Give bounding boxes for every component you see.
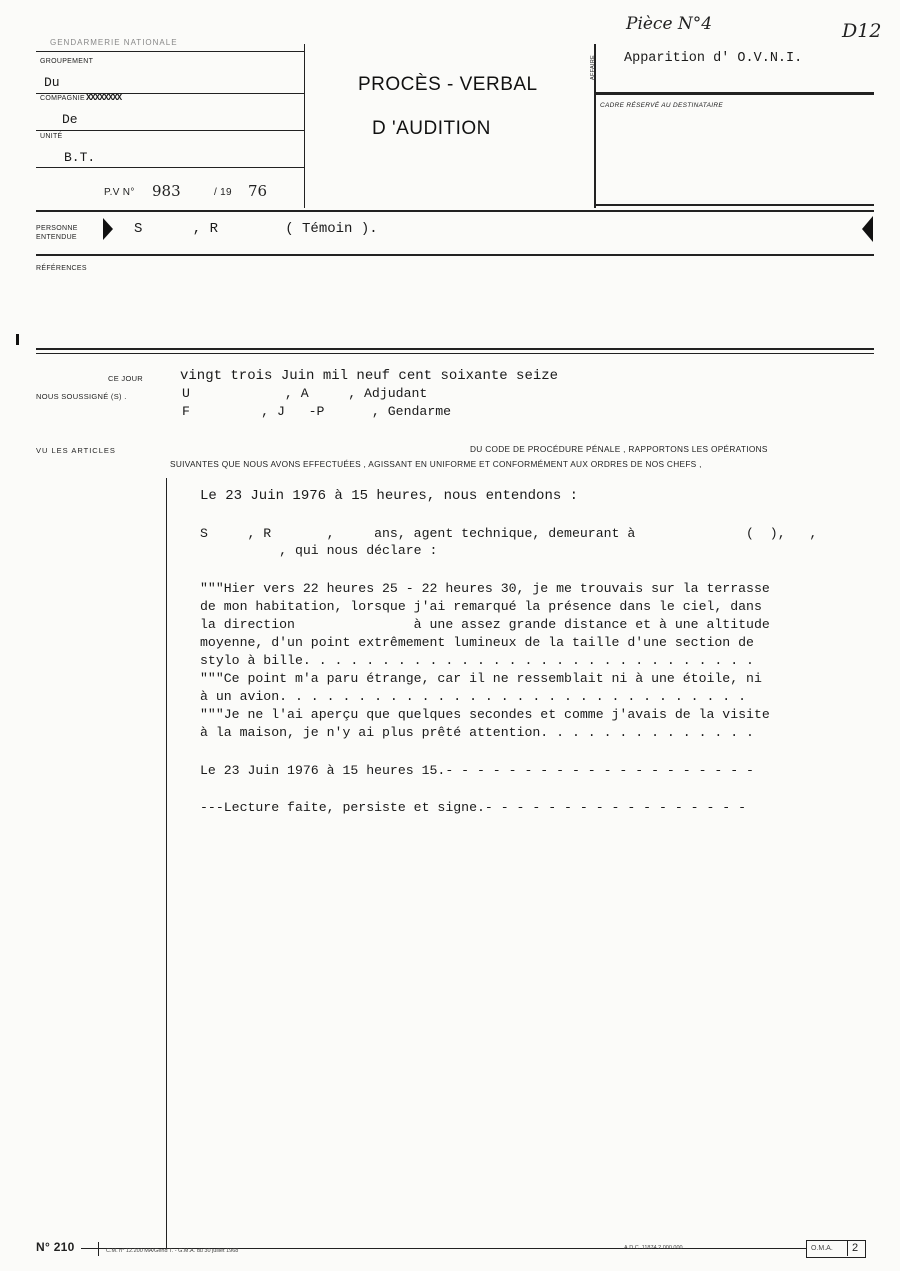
right-marker-icon [862,216,873,242]
person-name: S , R ( Témoin ). [134,221,378,237]
body-line: S , R , ans, agent technique, demeurant à ( ), , [200,526,818,541]
body-line: stylo à bille. . . . . . . . . . . . . . . . . . . . . . . . . . . . . [200,653,754,668]
articles-text-2: SUIVANTES QUE NOUS AVONS EFFECTUÉES , AGISSANT EN UNIFORME ET CONFORMÉMENT AUX ORDRES DE NOS CHEFS , [170,459,702,469]
oma-label: O.M.A. [811,1245,833,1252]
affaire-label: AFFAIRE [590,54,596,80]
form-info: C.M. n° 12.200 MA/Gend T. - G.M.A. du 30 juillet 1968 [106,1248,239,1254]
body-line: à un avion. . . . . . . . . . . . . . . . . . . . . . . . . . . . . . [200,689,747,704]
body-line: moyenne, d'un point extrêmement lumineux de la taille d'une section de [200,635,754,650]
margin-mark [16,334,19,345]
body-line: """Je ne l'ai aperçu que quelques secondes et comme j'avais de la visite [200,707,770,722]
ce-jour-value: vingt trois Juin mil neuf cent soixante seize [180,368,559,384]
cadre-label: CADRE RÉSERVÉ AU DESTINATAIRE [600,102,723,109]
body-line: Le 23 Juin 1976 à 15 heures 15.- - - - - - - - - - - - - - - - - - - - [200,763,754,778]
page-number: 2 [852,1242,859,1254]
pv-label: P.V N° [104,187,135,198]
document-title-line1: PROCÈS - VERBAL [358,74,538,95]
document-title-line2: D 'AUDITION [372,118,491,139]
handwritten-reference: D12 [842,20,882,42]
body-line: , qui nous déclare : [200,543,438,558]
body-line: Le 23 Juin 1976 à 15 heures, nous entendons : [200,488,579,504]
body-line: """Hier vers 22 heures 25 - 22 heures 30, je me trouvais sur la terrasse [200,581,770,596]
officer-1: U , A , Adjudant [182,386,428,401]
soussigne-label: NOUS SOUSSIGNÉ (S) . [36,392,127,401]
references-label: RÉFÉRENCES [36,265,87,272]
print-reference: A.D.C. 11874 2 000 000 [624,1245,683,1251]
pv-year: 76 [248,182,268,200]
compagnie-value: XXXXXXXX [86,93,122,103]
officer-2: F , J -P , Gendarme [182,404,452,419]
body-line: ---Lecture faite, persiste et signe.- - - - - - - - - - - - - - - - - [200,800,747,815]
affaire-value: Apparition d' O.V.N.I. [624,51,803,66]
body-margin-rule [166,478,167,1248]
unite-label: UNITÉ [40,133,63,140]
form-number: N° 210 [36,1240,81,1254]
body-line: à la maison, je n'y ai plus prêté attention. . . . . . . . . . . . . . [200,725,754,740]
body-line: la direction à une assez grande distance et à une altitude [200,617,770,632]
groupement-label: GROUPEMENT [40,58,94,65]
left-marker-icon [103,218,113,240]
body-line: de mon habitation, lorsque j'ai remarqué la présence dans le ciel, dans [200,599,762,614]
person-label-2: ENTENDUE [36,234,77,241]
unit-line: GENDARMERIE NATIONALE [50,38,178,47]
body-line: """Ce point m'a paru étrange, car il ne ressemblait ni à une étoile, ni [200,671,762,686]
pv-number: 983 [152,182,181,200]
unite-value: B.T. [64,150,96,165]
pv-year-prefix: / 19 [214,187,232,198]
person-label-1: PERSONNE [36,225,78,232]
articles-text-1: DU CODE DE PROCÉDURE PÉNALE , RAPPORTONS LES OPÉRATIONS [470,444,768,454]
articles-label: VU LES ARTICLES [36,446,116,455]
handwritten-piece-number: Pièce N°4 [626,14,713,34]
compagnie-label: COMPAGNIE [40,95,85,102]
groupement-value: Du [44,75,60,90]
ce-jour-label: CE JOUR [108,374,144,383]
de-value: De [62,112,78,127]
